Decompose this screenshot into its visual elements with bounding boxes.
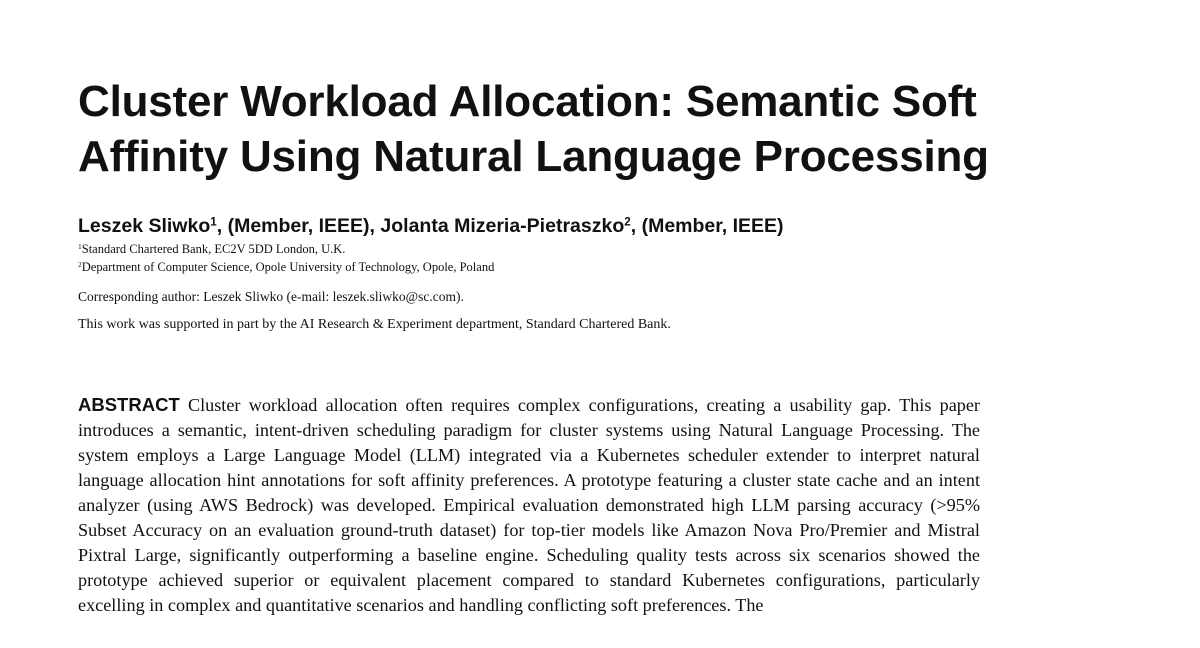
affiliation-1 (78, 242, 345, 257)
affiliation-2-mark: 2 (78, 259, 82, 269)
abstract-text: Cluster workload allocation often requires complex configurations, creating a usability gap. This paper introduces a semantic, intent-driven scheduling paradigm for cluster systems using Natural Language Processing. The system employs a Large Language Model (LLM) integrated via a Kubernetes scheduler extender to interpret natural language allocation hint annotations for soft affinity preferences. A prototype featuring a cluster state cache and an intent analyzer (using AWS Bedrock) was developed. Empirical evaluation demonstrated high LLM parsing accuracy (>95% Subset Accuracy on an evaluation ground-truth dataset) for top-tier models like Amazon Nova Pro/Premier and Mistral Pixtral Large, significantly outperforming a baseline engine. Scheduling quality tests across six scenarios showed the prototype achieved superior or equivalent placement compared to standard Kubernetes configurations, particularly excelling in complex and quantitative scenarios and handling conflicting soft preferences. The (78, 395, 980, 615)
affiliation-2 (78, 260, 494, 275)
abstract-paragraph (78, 392, 980, 618)
paper-title-line-1: Cluster Workload Allocation: Semantic Soft (78, 77, 977, 126)
affiliation-1-text: Standard Chartered Bank, EC2V 5DD London, U.K. (81, 242, 346, 256)
paper-title-line-2: Affinity Using Natural Language Processing (78, 132, 989, 181)
author-list (78, 214, 784, 238)
affiliation-1-mark: 1 (78, 241, 82, 251)
affiliation-2-text: Department of Computer Science, Opole University of Technology, Opole, Poland (81, 260, 495, 274)
author-2-name: Jolanta Mizeria-Pietraszko (380, 215, 625, 237)
funding-note: This work was supported in part by the AI Research & Experiment department, Standard Chartered Bank. (78, 317, 671, 332)
paper-title (78, 74, 1078, 184)
author-2-affiliation-mark: 2 (624, 215, 631, 229)
author-1-name: Leszek Sliwko (78, 215, 211, 237)
author-1-role: , (Member, IEEE), (216, 215, 381, 237)
author-2-role: , (Member, IEEE) (630, 215, 784, 237)
abstract-label: ABSTRACT (78, 394, 180, 415)
author-1-affiliation-mark: 1 (210, 215, 217, 229)
corresponding-author-note: Corresponding author: Leszek Sliwko (e-mail: leszek.sliwko@sc.com). (78, 289, 464, 304)
